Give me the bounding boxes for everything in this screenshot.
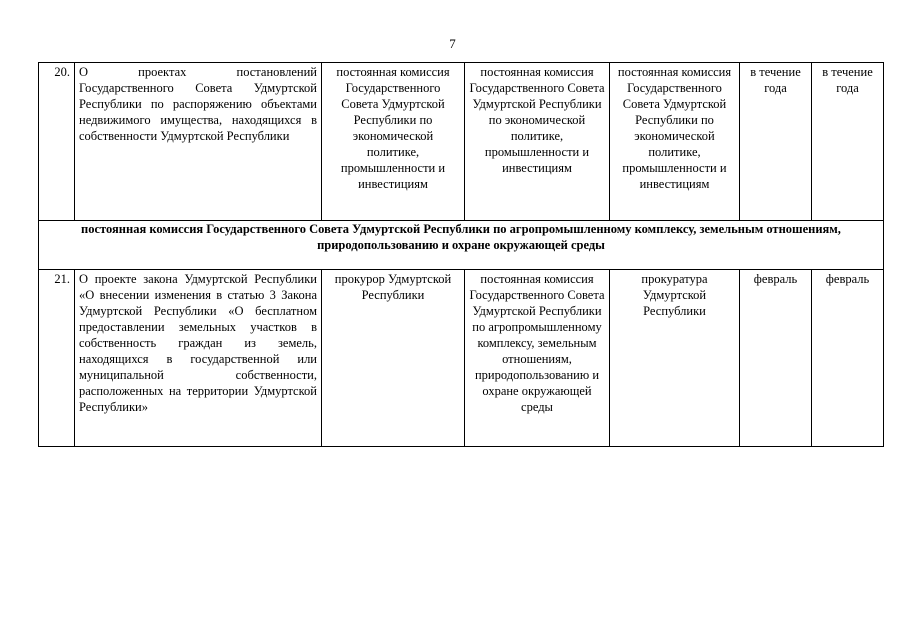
row-responsible: постоянная комиссия Государственного Совета Удмуртской Республики по агропромышленному комплексу, земельным отношениям, природопользованию и охране окружающей среды xyxy=(465,270,610,447)
row-term-submission: в течение года xyxy=(740,63,812,221)
section-header-text: постоянная комиссия Государственного Совета Удмуртской Республики по агропромышленному комплексу, земельным отношениям, природопользованию и охране окружающей среды xyxy=(81,222,841,252)
row-subject: прокурор Удмуртской Республики xyxy=(322,270,465,447)
section-header-row xyxy=(39,221,884,270)
row-number: 20. xyxy=(39,63,75,221)
table-row xyxy=(39,270,884,447)
row-term-consideration: февраль xyxy=(812,270,884,447)
page-number: 7 xyxy=(449,36,456,51)
row-term-submission: февраль xyxy=(740,270,812,447)
row-subject: постоянная комиссия Государственного Совета Удмуртской Республики по экономической политике, промышленности и инвестициям xyxy=(322,63,465,221)
row-responsible: постоянная комиссия Государственного Совета Удмуртской Республики по экономической политике, промышленности и инвестициям xyxy=(465,63,610,221)
row-number: 21. xyxy=(39,270,75,447)
row-preparer: прокуратура Удмуртской Республики xyxy=(610,270,740,447)
row-preparer: постоянная комиссия Государственного Совета Удмуртской Республики по экономической политике, промышленности и инвестициям xyxy=(610,63,740,221)
row-title: О проекте закона Удмуртской Республики «О внесении изменения в статью 3 Закона Удмуртской Республики «О бесплатном предоставлении земельных участков в собственность граждан из земель, находящихся в государственной или муниципальной собственности, расположенных на территории Удмуртской Республики» xyxy=(75,270,322,447)
section-header xyxy=(39,221,884,270)
plan-table xyxy=(38,62,884,447)
table-row xyxy=(39,63,884,221)
row-title: О проектах постановлений Государственного Совета Удмуртской Республики по распоряжению объектами недвижимого имущества, находящихся в собственности Удмуртской Республики xyxy=(75,63,322,221)
row-term-consideration: в течение года xyxy=(812,63,884,221)
